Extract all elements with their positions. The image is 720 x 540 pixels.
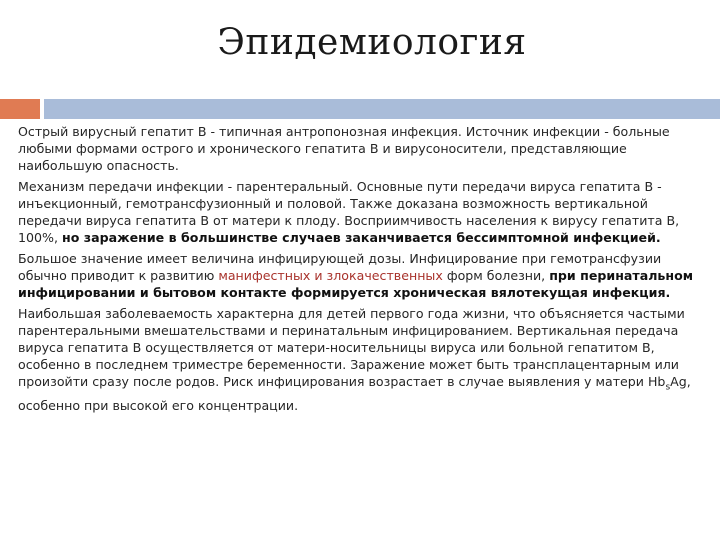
- paragraph-dose-bold: при перинатальном инфицировании и бытовом контакте формируется хроническая вялотекущая инфекция.: [18, 268, 694, 300]
- paragraph-dose-highlight: манифестных и злокачественных: [218, 268, 443, 283]
- paragraph-incidence: [18, 305, 708, 414]
- slide-title-text: Эпидемиология: [217, 22, 527, 63]
- accent-bar-blue: [44, 99, 720, 119]
- paragraph-dose-text: Большое значение имеет величина инфицирующей дозы. Инфицирование при гемотрансфузии обычно приводит к развитию: [18, 251, 662, 283]
- accent-bar-orange: [0, 99, 40, 119]
- paragraph-incidence-end: Ag, особенно при высокой его концентрации.: [18, 374, 691, 413]
- paragraph-incidence-subscript: s: [665, 382, 671, 393]
- paragraph-dose-text-2: форм болезни,: [442, 268, 550, 283]
- paragraph-incidence-text: Наибольшая заболеваемость характерна для детей первого года жизни, что объясняется частыми парентеральными вмешательствами и перинатальным инфицированием. Вертикальная передача вируса гепатита В осуществляется от матери-носительницы вируса или больной гепатитом В, особенно в последнем триместре беременности. Заражение может быть трансплацентарным или произойти сразу после родов. Риск инфицирования возрастает в случае выявления у матери Hb: [18, 306, 685, 389]
- paragraph-transmission: [18, 178, 708, 246]
- paragraph-source: [18, 123, 708, 174]
- slide-body: [18, 123, 708, 418]
- paragraph-dose: [18, 250, 708, 301]
- paragraph-source-text: Острый вирусный гепатит В - типичная антропонозная инфекция. Источник инфекции - больные любыми формами острого и хронического гепатита В и вирусоносители, представляющие наибольшую опасность.: [18, 124, 670, 173]
- paragraph-transmission-text: Механизм передачи инфекции - парентеральный. Основные пути передачи вируса гепатита В - инъекционный, гемотрансфузионный и половой. Также доказана возможность вертикальной передачи вируса гепатита В от матери к плоду. Восприимчивость населения к вирусу гепатита В, 100%,: [18, 179, 680, 245]
- paragraph-transmission-bold: но заражение в большинстве случаев заканчивается бессимптомной инфекцией.: [62, 230, 661, 245]
- slide-title: [0, 22, 720, 63]
